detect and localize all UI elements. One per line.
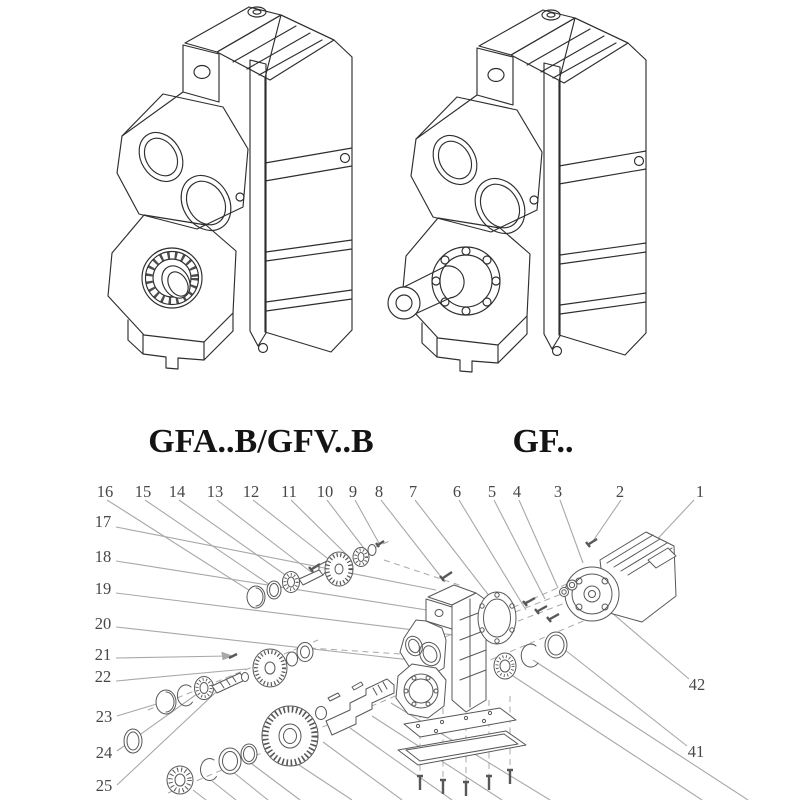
callout-12: 12 — [242, 482, 260, 501]
input-shaft-assembly — [247, 541, 384, 608]
callout-16: 16 — [96, 482, 114, 501]
motor-flange — [565, 567, 619, 621]
circlip — [201, 759, 217, 781]
cover-bolts — [417, 770, 513, 796]
input-bearing-2 — [353, 548, 369, 567]
callout-14: 14 — [168, 482, 186, 501]
model-label-right: GF.. — [512, 423, 574, 460]
callout-10: 10 — [316, 482, 334, 501]
oil-seal — [219, 748, 241, 774]
callout-22: 22 — [94, 667, 112, 686]
callout-24: 24 — [95, 743, 113, 762]
washer — [287, 652, 298, 666]
output-ball-bearing — [167, 766, 193, 794]
callout-42: 42 — [688, 675, 706, 694]
intermediate-gear — [253, 649, 287, 687]
output-gear — [262, 706, 318, 766]
callout-7: 7 — [408, 482, 418, 501]
end-cap — [247, 586, 265, 608]
intermediate-bearing — [195, 677, 214, 700]
intermediate-shaft-assembly — [156, 643, 313, 715]
callout-23: 23 — [95, 707, 113, 726]
model-label-left: GFA..B/GFV..B — [148, 423, 374, 460]
spacer — [316, 707, 327, 720]
output-bearing-face — [142, 248, 202, 308]
input-gear — [325, 552, 353, 586]
callout-19: 19 — [94, 579, 112, 598]
retaining-ring — [521, 644, 538, 667]
callout-9: 9 — [348, 482, 358, 501]
callouts — [95, 482, 706, 795]
motor — [565, 532, 676, 622]
callout-41: 41 — [687, 742, 705, 761]
output-side-bearing — [494, 653, 516, 679]
input-pinion-shaft — [299, 570, 323, 585]
callout-1: 1 — [695, 482, 705, 501]
callout-3: 3 — [553, 482, 563, 501]
callout-20: 20 — [94, 614, 112, 633]
intermediate-bearing-2 — [297, 643, 313, 662]
callout-6: 6 — [452, 482, 462, 501]
callout-8: 8 — [374, 482, 384, 501]
exploded-diagram — [95, 482, 748, 800]
motor-adapter-flange-ring — [478, 592, 516, 644]
callout-17: 17 — [94, 512, 112, 531]
callout-13: 13 — [206, 482, 224, 501]
bottom-cover — [398, 731, 526, 765]
output-flange-and-shaft — [388, 247, 500, 319]
callout-11: 11 — [281, 482, 297, 501]
callout-4: 4 — [512, 482, 522, 501]
callout-15: 15 — [134, 482, 152, 501]
callout-18: 18 — [94, 547, 112, 566]
shaft-key — [352, 682, 363, 690]
gearbox-drawing-right — [388, 10, 646, 372]
callout-2: 2 — [615, 482, 625, 501]
end-cap — [156, 690, 176, 714]
callout-25: 25 — [95, 776, 113, 795]
gearbox-drawing-left — [108, 7, 352, 369]
input-bearing — [283, 572, 300, 593]
gear-housing — [396, 585, 486, 718]
shim-ring — [545, 632, 567, 658]
shaft-key — [328, 693, 340, 701]
callout-5: 5 — [487, 482, 497, 501]
washer — [368, 545, 376, 556]
output-shaft — [326, 679, 394, 735]
callout-21: 21 — [94, 645, 112, 664]
